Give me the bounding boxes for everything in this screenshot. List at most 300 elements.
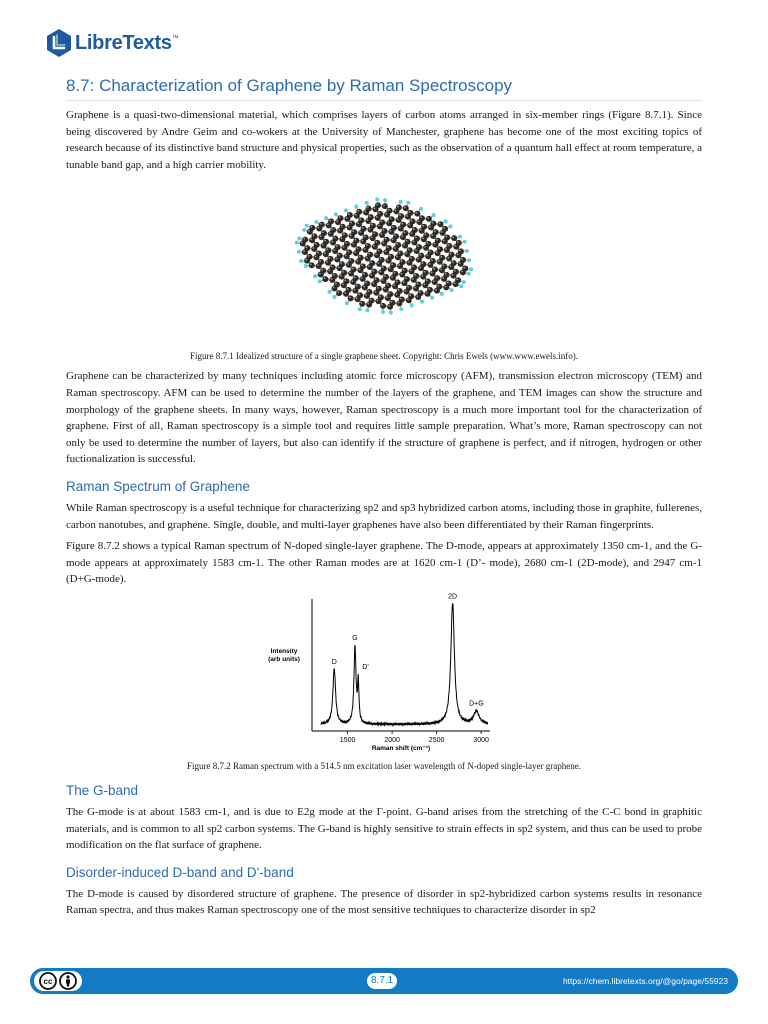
atom-highlight (330, 266, 332, 268)
carbon-atom (376, 224, 382, 230)
atom-highlight (331, 229, 333, 231)
carbon-atom (381, 241, 387, 247)
hydrogen-atom (297, 237, 301, 241)
atom-highlight (388, 305, 390, 307)
atom-highlight (391, 239, 393, 241)
atom-highlight (405, 240, 407, 242)
carbon-atom (329, 277, 335, 283)
atom-highlight (372, 283, 374, 285)
carbon-atom (394, 255, 400, 261)
atom-highlight (384, 276, 386, 278)
atom-highlight (389, 218, 391, 220)
atom-highlight (391, 264, 393, 266)
atom-highlight (310, 226, 312, 228)
atom-highlight (426, 255, 428, 257)
atom-highlight (372, 270, 374, 272)
figure1-caption (66, 350, 702, 362)
cc-license-badge[interactable] (34, 971, 82, 991)
figure-ref-link[interactable]: 8.7.1 (644, 109, 667, 121)
carbon-atom (325, 260, 331, 266)
atom-highlight (380, 234, 382, 236)
carbon-atom (369, 273, 375, 279)
atom-highlight (456, 279, 458, 281)
carbon-atom (424, 291, 430, 297)
atom-highlight (376, 287, 378, 289)
atom-highlight (303, 238, 305, 240)
atom-highlight (379, 271, 381, 273)
brand-tm: ™ (171, 35, 179, 42)
figure-graphene-structure (66, 178, 702, 362)
carbon-atom (437, 222, 443, 228)
carbon-atom (436, 259, 442, 265)
atom-highlight (375, 241, 377, 243)
atom-highlight (349, 260, 351, 262)
atom-highlight (305, 259, 307, 261)
hydrogen-atom (299, 259, 303, 263)
carbon-atom (379, 232, 385, 238)
atom-highlight (431, 222, 433, 224)
carbon-atom (431, 279, 437, 285)
atom-highlight (333, 250, 335, 252)
hydrogen-atom (365, 309, 369, 313)
atom-highlight (410, 232, 412, 234)
atom-highlight (446, 282, 448, 284)
carbon-atom (406, 260, 412, 266)
peak-label: D' (362, 663, 369, 671)
atom-highlight (356, 285, 358, 287)
hydrogen-atom (383, 198, 387, 202)
atom-highlight (392, 226, 394, 228)
atom-highlight (431, 235, 433, 237)
atom-highlight (376, 300, 378, 302)
carbon-atom (387, 304, 393, 310)
atom-highlight (458, 262, 460, 264)
figure2-caption-label: Figure 8.7.2 (187, 760, 231, 771)
carbon-atom (392, 284, 398, 290)
carbon-atom (350, 279, 356, 285)
hydrogen-atom (449, 288, 453, 292)
atom-highlight (328, 270, 330, 272)
carbon-atom (397, 226, 403, 232)
atom-highlight (345, 217, 347, 219)
atom-highlight (415, 237, 417, 239)
atom-highlight (353, 289, 355, 291)
atom-highlight (319, 236, 321, 238)
svg-text:cc: cc (43, 977, 53, 987)
carbon-atom (318, 222, 324, 228)
carbon-atom (438, 268, 444, 274)
atom-highlight (430, 272, 432, 274)
atom-highlight (419, 254, 421, 256)
atom-highlight (383, 205, 385, 207)
atom-highlight (414, 250, 416, 252)
hydrogen-atom (457, 235, 461, 239)
atom-highlight (424, 246, 426, 248)
hydrogen-atom (314, 220, 318, 224)
atom-highlight (335, 283, 337, 285)
atom-highlight (347, 226, 349, 228)
paragraph-g-band: The G-mode is at about 1583 cm-1, and is due to E2g mode at the Γ-point. G-band arises from the stretching of the C-C bond in graphitic materials, and is common to all sp2 carbon systems. The G-band is highly sensitive to strain effects in sp2 system, and thus can be used to probe modification on the flat surface of graphene. (66, 805, 702, 852)
peak-label: D (331, 659, 337, 667)
atom-highlight (440, 269, 442, 271)
carbon-atom (408, 269, 414, 275)
atom-highlight (312, 235, 314, 237)
intro-text-a: Graphene is a quasi-two-dimensional material, which comprises layers of carbon atoms arranged in six-member rings (Figure (66, 109, 645, 121)
carbon-atom (345, 262, 351, 268)
carbon-atom (376, 261, 382, 267)
atom-highlight (381, 267, 383, 269)
hydrogen-atom (459, 285, 463, 289)
hydrogen-atom (420, 300, 424, 304)
carbon-atom (374, 203, 380, 209)
carbon-atom (428, 225, 434, 231)
carbon-atom (457, 261, 463, 267)
atom-highlight (432, 281, 434, 283)
x-tick-label: 3000 (473, 736, 489, 744)
carbon-atom (401, 280, 407, 286)
carbon-atom (404, 252, 410, 258)
carbon-atom (334, 257, 340, 263)
atom-highlight (360, 277, 362, 279)
atom-highlight (310, 239, 312, 241)
atom-highlight (442, 265, 444, 267)
atom-highlight (365, 282, 367, 284)
atom-highlight (443, 227, 445, 229)
carbon-atom (361, 285, 367, 291)
atom-highlight (333, 237, 335, 239)
hydrogen-atom (461, 281, 465, 285)
carbon-atom (446, 256, 452, 262)
carbon-atom (359, 276, 365, 282)
carbon-atom (318, 234, 324, 240)
carbon-atom (322, 252, 328, 258)
atom-highlight (396, 256, 398, 258)
carbon-atom (327, 231, 333, 237)
atom-highlight (361, 240, 363, 242)
atom-highlight (319, 261, 321, 263)
carbon-atom (390, 238, 396, 244)
atom-highlight (368, 228, 370, 230)
atom-highlight (371, 224, 373, 226)
atom-highlight (356, 260, 358, 262)
atom-highlight (410, 257, 412, 259)
carbon-atom (375, 299, 381, 305)
paragraph-raman-intro: While Raman spectroscopy is a useful technique for characterizing sp2 and sp3 hybridized carbon atoms, including those in graphite, fullerenes, carbon nanotubes, and graphene. Single, double, and multi-layer graphenes have also been differentiated by their Raman fingerprints. (66, 501, 702, 531)
carbon-atom (371, 282, 377, 288)
atom-highlight (426, 242, 428, 244)
atom-highlight (346, 288, 348, 290)
atom-highlight (353, 277, 355, 279)
atom-highlight (363, 286, 365, 288)
atom-highlight (416, 296, 418, 298)
carbon-atom (395, 217, 401, 223)
hydrogen-atom (357, 308, 361, 312)
carbon-atom (430, 233, 436, 239)
page-url-link[interactable]: https://chem.libretexts.org/@go/page/55923 (562, 976, 728, 986)
atom-highlight (351, 281, 353, 283)
creative-commons-icon (39, 972, 57, 990)
hydrogen-atom (354, 205, 358, 209)
x-tick-label: 2000 (384, 736, 400, 744)
atom-highlight (352, 243, 354, 245)
carbon-atom (341, 245, 347, 251)
raman-modes-text-b: shows a typical Raman spectrum of N-doped single-layer graphene. The D-mode, appears at approximately 1350 cm-1, and the G-mode appears at approximately 1583 cm-1. The other Raman modes are at 1620 cm-1 (D’- mode), 2680 cm-1 (2D-mode), and 2947 cm-1 (D+G-mode). (66, 540, 702, 586)
atom-highlight (459, 250, 461, 252)
raman-spectrum-chart (264, 593, 504, 753)
carbon-atom (429, 271, 435, 277)
atom-highlight (389, 230, 391, 232)
atom-highlight (367, 291, 369, 293)
atom-highlight (361, 265, 363, 267)
atom-highlight (332, 287, 334, 289)
carbon-atom (332, 248, 338, 254)
atom-highlight (342, 234, 344, 236)
atom-highlight (415, 212, 417, 214)
carbon-atom (348, 271, 354, 277)
atom-highlight (307, 255, 309, 257)
atom-highlight (397, 302, 399, 304)
atom-highlight (393, 247, 395, 249)
atom-highlight (324, 240, 326, 242)
atom-highlight (417, 221, 419, 223)
carbon-atom (416, 220, 422, 226)
atom-highlight (405, 253, 407, 255)
atom-highlight (382, 242, 384, 244)
atom-highlight (456, 241, 458, 243)
atom-highlight (354, 252, 356, 254)
carbon-atom (404, 214, 410, 220)
atom-highlight (445, 249, 447, 251)
peak-label: G (352, 634, 358, 642)
y-axis-label-line: Intensity (270, 647, 298, 655)
atom-highlight (342, 246, 344, 248)
hydrogen-atom (302, 228, 306, 232)
carbon-atom (443, 285, 449, 291)
atom-highlight (407, 261, 409, 263)
carbon-atom (365, 206, 371, 212)
carbon-atom (378, 270, 384, 276)
atom-highlight (357, 223, 359, 225)
atom-highlight (393, 272, 395, 274)
carbon-atom (453, 244, 459, 250)
hydrogen-atom (466, 272, 470, 276)
atom-highlight (384, 238, 386, 240)
atom-highlight (404, 207, 406, 209)
hydrogen-atom (462, 240, 466, 244)
carbon-atom (374, 253, 380, 259)
carbon-atom (308, 263, 314, 269)
x-axis-label: Raman shift (cm⁻¹) (371, 744, 431, 752)
atom-highlight (337, 254, 339, 256)
atom-highlight (308, 230, 310, 232)
atom-highlight (364, 211, 366, 213)
atom-highlight (321, 269, 323, 271)
atom-highlight (342, 284, 344, 286)
carbon-atom (366, 302, 372, 308)
atom-highlight (401, 223, 403, 225)
carbon-atom (387, 267, 393, 273)
section-heading-g-band: The G-band (66, 782, 139, 798)
atom-highlight (388, 293, 390, 295)
atom-highlight (314, 256, 316, 258)
atom-highlight (366, 220, 368, 222)
intro-text-b: ). Since being discovered by Andre Geim and co-wokers at the University of Manchester, graphene has become one of the most exciting topics of research because of its distinctive band structure and physical properties, such as the observation of a quantum hall effect at room temperature, a tunable band gap, and a high carrier mobility. (66, 109, 702, 171)
paragraph-raman-modes (66, 538, 702, 588)
hydrogen-atom (467, 259, 471, 263)
atom-highlight (376, 204, 378, 206)
raman-modes-text-a: Figure (66, 540, 98, 553)
atom-highlight (404, 290, 406, 292)
atom-highlight (433, 231, 435, 233)
atom-highlight (380, 221, 382, 223)
atom-highlight (389, 255, 391, 257)
atom-highlight (407, 249, 409, 251)
atom-highlight (314, 244, 316, 246)
carbon-atom (451, 236, 457, 242)
atom-highlight (438, 223, 440, 225)
atom-highlight (361, 227, 363, 229)
atom-highlight (436, 239, 438, 241)
atom-highlight (326, 261, 328, 263)
atom-highlight (386, 247, 388, 249)
section-heading-d-band: Disorder-induced D-band and D'-band (66, 864, 294, 880)
hydrogen-atom (443, 220, 447, 224)
atom-highlight (386, 284, 388, 286)
atom-highlight (401, 236, 403, 238)
carbon-atom (455, 253, 461, 259)
atom-highlight (368, 216, 370, 218)
intro-paragraph (66, 107, 702, 173)
atom-highlight (444, 286, 446, 288)
atom-highlight (332, 275, 334, 277)
carbon-atom (354, 297, 360, 303)
atom-highlight (344, 280, 346, 282)
atom-highlight (412, 241, 414, 243)
carbon-atom (395, 205, 401, 211)
atom-highlight (447, 257, 449, 259)
carbon-atom (402, 243, 408, 249)
carbon-atom (407, 223, 413, 229)
atom-highlight (360, 302, 362, 304)
carbon-atom (338, 274, 344, 280)
atom-highlight (430, 260, 432, 262)
carbon-atom (320, 243, 326, 249)
atom-highlight (463, 267, 465, 269)
atom-highlight (377, 250, 379, 252)
figure2-ref-link[interactable]: 8.7.2 (97, 540, 120, 553)
atom-highlight (359, 219, 361, 221)
atom-highlight (397, 206, 399, 208)
atom-highlight (453, 283, 455, 285)
atom-highlight (367, 303, 369, 305)
carbon-atom (413, 286, 419, 292)
atom-highlight (438, 248, 440, 250)
atom-highlight (425, 292, 427, 294)
carbon-atom (385, 258, 391, 264)
libretexts-logo[interactable] (46, 26, 179, 60)
atom-highlight (390, 301, 392, 303)
atom-highlight (394, 210, 396, 212)
hydrogen-atom (327, 290, 331, 294)
atom-highlight (326, 249, 328, 251)
carbon-atom (388, 229, 394, 235)
hydrogen-atom (375, 198, 379, 202)
atom-highlight (428, 288, 430, 290)
atom-highlight (449, 253, 451, 255)
hydrogen-atom (303, 264, 307, 268)
atom-highlight (322, 232, 324, 234)
hydrogen-atom (399, 308, 403, 312)
page-footer (30, 968, 738, 994)
atom-highlight (412, 278, 414, 280)
carbon-atom (399, 234, 405, 240)
atom-highlight (435, 289, 437, 291)
atom-highlight (324, 253, 326, 255)
atom-highlight (405, 278, 407, 280)
atom-highlight (363, 236, 365, 238)
atom-highlight (447, 245, 449, 247)
atom-highlight (400, 273, 402, 275)
atom-highlight (356, 248, 358, 250)
atom-highlight (352, 231, 354, 233)
atom-highlight (348, 214, 350, 216)
atom-highlight (379, 296, 381, 298)
atom-highlight (344, 255, 346, 257)
peak-label: 2D (448, 593, 458, 601)
carbon-atom (392, 246, 398, 252)
carbon-atom (313, 255, 319, 261)
atom-highlight (368, 266, 370, 268)
hydrogen-atom (332, 295, 336, 299)
carbon-atom (397, 263, 403, 269)
atom-highlight (398, 227, 400, 229)
paragraph-d-band: The D-mode is caused by disordered structure of graphene. The presence of disorder in sp2-hybridized carbon systems results in resonance Raman spectra, and thus makes Raman spectroscopy one of the most sensitive techniques to characterize disorder in sp2 (66, 887, 702, 917)
carbon-atom (374, 215, 380, 221)
figure1-caption-label: Figure 8.7.1 (190, 351, 234, 362)
atom-highlight (357, 210, 359, 212)
atom-highlight (395, 293, 397, 295)
section-heading-raman-spectrum: Raman Spectrum of Graphene (66, 478, 250, 494)
carbon-atom (441, 276, 447, 282)
atom-highlight (444, 273, 446, 275)
atom-highlight (366, 207, 368, 209)
page-number: 8.7.1 (367, 973, 397, 989)
atom-highlight (400, 298, 402, 300)
atom-highlight (419, 229, 421, 231)
carbon-atom (373, 290, 379, 296)
carbon-atom (386, 221, 392, 227)
hydrogen-atom (406, 201, 410, 205)
atom-highlight (354, 239, 356, 241)
atom-highlight (321, 244, 323, 246)
atom-highlight (348, 297, 350, 299)
carbon-atom (384, 212, 390, 218)
atom-highlight (335, 246, 337, 248)
atom-highlight (347, 251, 349, 253)
y-axis-label-line: (arb units) (268, 655, 300, 663)
hydrogen-atom (364, 201, 368, 205)
atom-highlight (305, 247, 307, 249)
carbon-atom (352, 288, 358, 294)
figure-raman-spectrum (66, 593, 702, 772)
atom-highlight (358, 256, 360, 258)
atom-highlight (421, 263, 423, 265)
atom-highlight (374, 291, 376, 293)
carbon-atom (380, 303, 386, 309)
atom-highlight (335, 258, 337, 260)
atom-highlight (355, 298, 357, 300)
hydrogen-atom (448, 225, 452, 229)
